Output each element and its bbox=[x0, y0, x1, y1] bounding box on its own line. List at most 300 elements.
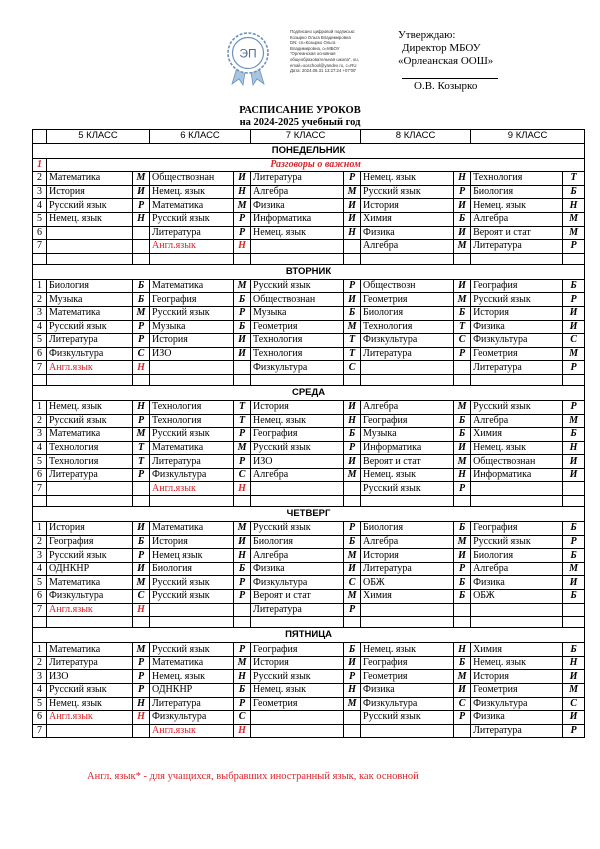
subject-cell: Химия bbox=[471, 428, 563, 442]
empty-cell bbox=[471, 374, 563, 385]
empty-cell bbox=[454, 617, 471, 628]
empty-cell bbox=[563, 374, 585, 385]
table-row bbox=[33, 185, 585, 199]
empty-cell bbox=[150, 496, 234, 507]
teacher-code-cell: Н bbox=[234, 724, 251, 738]
subject-cell: Химия bbox=[361, 212, 454, 226]
subject-cell: Литература bbox=[361, 562, 454, 576]
teacher-code-cell: Б bbox=[234, 562, 251, 576]
subject-cell: Физкультура bbox=[47, 590, 133, 604]
teacher-code-cell: И bbox=[234, 347, 251, 361]
empty-cell bbox=[563, 617, 585, 628]
empty-cell bbox=[133, 374, 150, 385]
table-row bbox=[33, 590, 585, 604]
teacher-code-cell: Р bbox=[234, 697, 251, 711]
lesson-number: 2 bbox=[33, 414, 47, 428]
teacher-code-cell: Б bbox=[563, 522, 585, 536]
teacher-code-cell: М bbox=[454, 400, 471, 414]
teacher-code-cell: М bbox=[454, 293, 471, 307]
lesson-number: 7 bbox=[33, 724, 47, 738]
teacher-code-cell: И bbox=[563, 670, 585, 684]
table-row bbox=[33, 226, 585, 240]
lesson-number: 7 bbox=[33, 482, 47, 496]
subject-cell: Англ.язык bbox=[150, 482, 234, 496]
table-row bbox=[33, 549, 585, 563]
subject-cell: Алгебра bbox=[361, 240, 454, 254]
subject-cell: География bbox=[251, 428, 344, 442]
teacher-code-cell: И bbox=[344, 656, 361, 670]
empty-cell bbox=[361, 253, 454, 264]
subject-cell: Музыка bbox=[47, 293, 133, 307]
table-row bbox=[33, 172, 585, 186]
teacher-code-cell: С bbox=[454, 697, 471, 711]
lesson-number: 6 bbox=[33, 468, 47, 482]
teacher-code-cell bbox=[563, 603, 585, 617]
subject-cell: Русский язык bbox=[251, 670, 344, 684]
empty-cell bbox=[234, 617, 251, 628]
subject-cell: Музыка bbox=[150, 320, 234, 334]
table-row bbox=[33, 576, 585, 590]
empty-cell bbox=[150, 617, 234, 628]
digital-signature bbox=[290, 29, 402, 74]
teacher-code-cell: М bbox=[454, 240, 471, 254]
teacher-code-cell bbox=[344, 240, 361, 254]
subject-cell: Немец. язык bbox=[471, 199, 563, 213]
empty-cell bbox=[344, 496, 361, 507]
subject-cell: Русский язык bbox=[471, 293, 563, 307]
subject-cell: География bbox=[361, 656, 454, 670]
subject-cell: Биология bbox=[471, 549, 563, 563]
subject-cell bbox=[251, 240, 344, 254]
subject-cell bbox=[251, 482, 344, 496]
banner-text: Разговоры о важном bbox=[47, 158, 585, 172]
teacher-code-cell: Р bbox=[454, 711, 471, 725]
lesson-number: 3 bbox=[33, 670, 47, 684]
subject-cell: Литература bbox=[471, 361, 563, 375]
subject-cell: География bbox=[471, 279, 563, 293]
subject-cell: Математика bbox=[150, 441, 234, 455]
teacher-code-cell: И bbox=[344, 400, 361, 414]
lesson-number: 6 bbox=[33, 590, 47, 604]
table-row bbox=[33, 158, 585, 172]
teacher-code-cell: Н bbox=[454, 468, 471, 482]
subject-cell: Русский язык bbox=[150, 212, 234, 226]
empty-cell bbox=[361, 374, 454, 385]
subject-cell: ОДНКНР bbox=[150, 684, 234, 698]
subject-cell bbox=[47, 226, 133, 240]
teacher-code-cell: Р bbox=[344, 172, 361, 186]
teacher-code-cell: И bbox=[563, 711, 585, 725]
teacher-code-cell: Т bbox=[344, 347, 361, 361]
subject-cell: Математика bbox=[47, 428, 133, 442]
lesson-number: 4 bbox=[33, 441, 47, 455]
subject-cell: Математика bbox=[150, 656, 234, 670]
subject-cell: Немец. язык bbox=[361, 468, 454, 482]
subject-cell bbox=[47, 724, 133, 738]
teacher-code-cell: М bbox=[133, 428, 150, 442]
subject-cell: ИЗО bbox=[251, 455, 344, 469]
teacher-code-cell bbox=[454, 724, 471, 738]
lesson-number: 1 bbox=[33, 522, 47, 536]
teacher-code-cell: Б bbox=[344, 428, 361, 442]
signature-line: DN: cn=Козырко Ольга bbox=[290, 40, 336, 46]
subject-cell: Физкультура bbox=[471, 334, 563, 348]
teacher-code-cell: Р bbox=[344, 603, 361, 617]
teacher-code-cell: Н bbox=[133, 697, 150, 711]
teacher-code-cell bbox=[234, 603, 251, 617]
table-row bbox=[33, 482, 585, 496]
subject-cell: Русский язык bbox=[150, 590, 234, 604]
teacher-code-cell: М bbox=[133, 576, 150, 590]
table-row bbox=[33, 697, 585, 711]
teacher-code-cell: М bbox=[133, 643, 150, 657]
teacher-code-cell: Н bbox=[344, 414, 361, 428]
subject-cell: Физкультура bbox=[47, 347, 133, 361]
lesson-number: 4 bbox=[33, 684, 47, 698]
subject-cell bbox=[150, 603, 234, 617]
signature-line: общеобразовательная школа", ou, bbox=[290, 56, 359, 62]
teacher-code-cell: Б bbox=[454, 576, 471, 590]
lesson-number: 1 bbox=[33, 400, 47, 414]
rosette-stamp-icon bbox=[222, 30, 274, 86]
lesson-number: 5 bbox=[33, 212, 47, 226]
teacher-code-cell: Н bbox=[234, 240, 251, 254]
teacher-code-cell: И bbox=[344, 455, 361, 469]
subject-cell: Немец. язык bbox=[251, 414, 344, 428]
empty-cell bbox=[251, 496, 344, 507]
subject-cell: Технология bbox=[150, 400, 234, 414]
teacher-code-cell: Р bbox=[454, 562, 471, 576]
teacher-code-cell: Н bbox=[454, 643, 471, 657]
teacher-code-cell: Р bbox=[133, 414, 150, 428]
subject-cell: Технология bbox=[47, 441, 133, 455]
lesson-number: 6 bbox=[33, 711, 47, 725]
subject-cell: Русский язык bbox=[251, 441, 344, 455]
teacher-code-cell: Р bbox=[234, 428, 251, 442]
subject-cell: История bbox=[471, 306, 563, 320]
teacher-code-cell: М bbox=[563, 562, 585, 576]
subject-cell: Физика bbox=[471, 711, 563, 725]
subject-cell: Вероят и стат bbox=[471, 226, 563, 240]
table-row bbox=[33, 455, 585, 469]
subject-cell: Русский язык bbox=[47, 414, 133, 428]
lesson-number: 3 bbox=[33, 549, 47, 563]
teacher-code-cell: Н bbox=[563, 656, 585, 670]
empty-cell bbox=[234, 374, 251, 385]
subject-cell: Литература bbox=[251, 603, 344, 617]
subject-cell: Русский язык bbox=[150, 306, 234, 320]
day-name: СРЕДА bbox=[33, 385, 585, 400]
lesson-number: 5 bbox=[33, 455, 47, 469]
subject-cell: Алгебра bbox=[361, 400, 454, 414]
lesson-number: 1 bbox=[33, 279, 47, 293]
teacher-code-cell: И bbox=[454, 226, 471, 240]
subject-cell: Алгебра bbox=[251, 468, 344, 482]
day-name: ПОНЕДЕЛЬНИК bbox=[33, 143, 585, 158]
teacher-code-cell: С bbox=[563, 697, 585, 711]
teacher-code-cell bbox=[234, 361, 251, 375]
teacher-code-cell: М bbox=[344, 549, 361, 563]
teacher-code-cell: М bbox=[234, 279, 251, 293]
teacher-code-cell: Б bbox=[563, 590, 585, 604]
teacher-code-cell: М bbox=[344, 590, 361, 604]
subject-cell bbox=[150, 361, 234, 375]
subject-cell: Русский язык bbox=[471, 535, 563, 549]
teacher-code-cell: И bbox=[563, 468, 585, 482]
subject-cell: Химия bbox=[361, 590, 454, 604]
subject-cell: ОБЖ bbox=[361, 576, 454, 590]
signature-line: "Орлеанская основная bbox=[290, 51, 336, 57]
empty-cell bbox=[133, 496, 150, 507]
subject-cell: ИЗО bbox=[47, 670, 133, 684]
subject-cell: Англ.язык bbox=[47, 603, 133, 617]
lesson-number: 3 bbox=[33, 185, 47, 199]
table-row bbox=[33, 306, 585, 320]
teacher-code-cell: Б bbox=[563, 643, 585, 657]
subject-cell: Биология bbox=[471, 185, 563, 199]
lesson-number: 5 bbox=[33, 576, 47, 590]
subject-cell: Геометрия bbox=[471, 684, 563, 698]
subject-cell: Геометрия bbox=[471, 347, 563, 361]
subject-cell bbox=[361, 361, 454, 375]
subject-cell: Биология bbox=[361, 306, 454, 320]
day-header-row bbox=[33, 628, 585, 643]
teacher-code-cell: Р bbox=[234, 212, 251, 226]
subject-cell: Русский язык bbox=[47, 549, 133, 563]
empty-cell bbox=[33, 374, 47, 385]
teacher-code-cell: М bbox=[133, 306, 150, 320]
teacher-code-cell: С bbox=[234, 468, 251, 482]
subject-cell: Физкультура bbox=[361, 334, 454, 348]
subject-cell: Информатика bbox=[361, 441, 454, 455]
subject-cell: История bbox=[150, 334, 234, 348]
teacher-code-cell: М bbox=[344, 697, 361, 711]
teacher-code-cell: Б bbox=[454, 414, 471, 428]
empty-cell bbox=[454, 496, 471, 507]
table-row bbox=[33, 320, 585, 334]
day-name: ВТОРНИК bbox=[33, 264, 585, 279]
teacher-code-cell: М bbox=[344, 320, 361, 334]
teacher-code-cell: Р bbox=[133, 670, 150, 684]
subject-cell: Англ.язык bbox=[47, 361, 133, 375]
subject-cell: Русский язык bbox=[150, 643, 234, 657]
teacher-code-cell: И bbox=[234, 535, 251, 549]
teacher-code-cell: Р bbox=[133, 334, 150, 348]
subject-cell: Технология bbox=[150, 414, 234, 428]
teacher-code-cell: Н bbox=[234, 670, 251, 684]
subject-cell: Алгебра bbox=[251, 185, 344, 199]
teacher-code-cell bbox=[344, 724, 361, 738]
empty-cell bbox=[361, 496, 454, 507]
subject-cell: История bbox=[251, 400, 344, 414]
empty-cell bbox=[471, 253, 563, 264]
subject-cell: Немец. язык bbox=[150, 670, 234, 684]
signature-line: Подписано цифровой подписью: bbox=[290, 29, 356, 34]
teacher-code-cell: Р bbox=[234, 306, 251, 320]
teacher-code-cell: М bbox=[344, 468, 361, 482]
subject-cell: Математика bbox=[47, 306, 133, 320]
teacher-code-cell bbox=[133, 724, 150, 738]
teacher-code-cell: Р bbox=[133, 199, 150, 213]
teacher-code-cell: Н bbox=[344, 226, 361, 240]
teacher-code-cell: С bbox=[344, 361, 361, 375]
subject-cell: Физика bbox=[251, 562, 344, 576]
teacher-code-cell: С bbox=[133, 590, 150, 604]
spacer-row bbox=[33, 617, 585, 628]
subject-cell: Технология bbox=[251, 347, 344, 361]
subject-cell: Геометрия bbox=[361, 293, 454, 307]
table-row bbox=[33, 293, 585, 307]
teacher-code-cell: И bbox=[344, 293, 361, 307]
teacher-code-cell bbox=[344, 482, 361, 496]
subject-cell: Обществознан bbox=[251, 293, 344, 307]
teacher-code-cell: С bbox=[133, 347, 150, 361]
lesson-number: 5 bbox=[33, 334, 47, 348]
empty-cell bbox=[344, 617, 361, 628]
subject-cell: Русский язык bbox=[361, 711, 454, 725]
table-row bbox=[33, 724, 585, 738]
teacher-code-cell: Н bbox=[133, 711, 150, 725]
teacher-code-cell: Б bbox=[563, 549, 585, 563]
signature-line: email=ooschool@yandex.ru, c=RU bbox=[290, 62, 357, 68]
teacher-code-cell: И bbox=[133, 185, 150, 199]
subject-cell bbox=[361, 603, 454, 617]
lesson-number: 2 bbox=[33, 293, 47, 307]
class-header: 5 КЛАСС bbox=[47, 130, 150, 144]
teacher-code-cell: М bbox=[563, 684, 585, 698]
empty-cell bbox=[47, 496, 133, 507]
teacher-code-cell: Н bbox=[234, 549, 251, 563]
teacher-code-cell: М bbox=[234, 522, 251, 536]
teacher-code-cell: М bbox=[234, 199, 251, 213]
subject-cell: Литература bbox=[47, 334, 133, 348]
subject-cell: Русский язык bbox=[361, 482, 454, 496]
teacher-code-cell: Т bbox=[133, 455, 150, 469]
teacher-code-cell bbox=[563, 482, 585, 496]
subject-cell: Немец. язык bbox=[150, 185, 234, 199]
subject-cell: Литература bbox=[361, 347, 454, 361]
teacher-code-cell: Н bbox=[563, 199, 585, 213]
subject-cell: Немец. язык bbox=[361, 643, 454, 657]
subject-cell bbox=[361, 724, 454, 738]
subject-cell: История bbox=[47, 522, 133, 536]
spacer-row bbox=[33, 496, 585, 507]
empty-cell bbox=[150, 253, 234, 264]
subject-cell: Немец. язык bbox=[251, 684, 344, 698]
teacher-code-cell: Б bbox=[454, 428, 471, 442]
teacher-code-cell bbox=[454, 361, 471, 375]
teacher-code-cell: Р bbox=[563, 724, 585, 738]
subject-cell: Математика bbox=[150, 522, 234, 536]
teacher-code-cell: Б bbox=[344, 643, 361, 657]
teacher-code-cell: М bbox=[454, 670, 471, 684]
subject-cell: Алгебра bbox=[361, 535, 454, 549]
lesson-number: 1 bbox=[33, 643, 47, 657]
subject-cell: Биология bbox=[47, 279, 133, 293]
approver-name: О.В. Козырко bbox=[414, 80, 478, 92]
class-header: 9 КЛАСС bbox=[471, 130, 585, 144]
subject-cell: История bbox=[471, 670, 563, 684]
teacher-code-cell: С bbox=[454, 334, 471, 348]
table-row bbox=[33, 468, 585, 482]
subject-cell: Алгебра bbox=[471, 212, 563, 226]
teacher-code-cell: Т bbox=[454, 320, 471, 334]
teacher-code-cell: Б bbox=[133, 293, 150, 307]
teacher-code-cell: Б bbox=[563, 185, 585, 199]
subject-cell: Англ.язык bbox=[150, 724, 234, 738]
teacher-code-cell: Б bbox=[234, 684, 251, 698]
teacher-code-cell: Б bbox=[563, 279, 585, 293]
teacher-code-cell: И bbox=[563, 455, 585, 469]
day-header-row bbox=[33, 143, 585, 158]
subject-cell: Русский язык bbox=[251, 279, 344, 293]
lesson-number: 2 bbox=[33, 172, 47, 186]
spacer-row bbox=[33, 253, 585, 264]
teacher-code-cell: Б bbox=[563, 428, 585, 442]
empty-cell bbox=[47, 253, 133, 264]
subject-cell: Вероят и стат bbox=[251, 590, 344, 604]
subject-cell: ОБЖ bbox=[471, 590, 563, 604]
teacher-code-cell: Р bbox=[563, 535, 585, 549]
table-row bbox=[33, 361, 585, 375]
teacher-code-cell bbox=[133, 240, 150, 254]
teacher-code-cell: Р bbox=[234, 455, 251, 469]
teacher-code-cell: Р bbox=[234, 643, 251, 657]
teacher-code-cell: Б bbox=[454, 590, 471, 604]
teacher-code-cell: Т bbox=[563, 172, 585, 186]
approval-line: «Орлеанская ООШ» bbox=[398, 55, 494, 67]
teacher-code-cell: Б bbox=[344, 535, 361, 549]
subject-cell: Музыка bbox=[251, 306, 344, 320]
subject-cell: Биология bbox=[150, 562, 234, 576]
teacher-code-cell: Р bbox=[563, 400, 585, 414]
subject-cell bbox=[251, 724, 344, 738]
page-title: РАСПИСАНИЕ УРОКОВ bbox=[239, 105, 361, 116]
subject-cell: История bbox=[47, 185, 133, 199]
teacher-code-cell: Б bbox=[454, 306, 471, 320]
teacher-code-cell: Р bbox=[234, 576, 251, 590]
teacher-code-cell bbox=[133, 482, 150, 496]
teacher-code-cell: Б bbox=[133, 279, 150, 293]
empty-cell bbox=[133, 617, 150, 628]
teacher-code-cell: Н bbox=[133, 400, 150, 414]
teacher-code-cell: И bbox=[234, 334, 251, 348]
subject-cell: Математика bbox=[47, 643, 133, 657]
empty-cell bbox=[563, 496, 585, 507]
signature-line: Владимировна, o=МБОУ bbox=[290, 45, 340, 51]
teacher-code-cell bbox=[133, 226, 150, 240]
subject-cell: История bbox=[361, 199, 454, 213]
subject-cell bbox=[471, 482, 563, 496]
table-row bbox=[33, 334, 585, 348]
teacher-code-cell: Т bbox=[133, 441, 150, 455]
lesson-number: 6 bbox=[33, 347, 47, 361]
subject-cell: Химия bbox=[471, 643, 563, 657]
teacher-code-cell: Т bbox=[234, 400, 251, 414]
empty-cell bbox=[251, 617, 344, 628]
teacher-code-cell: Р bbox=[234, 590, 251, 604]
lesson-number: 7 bbox=[33, 603, 47, 617]
subject-cell: Биология bbox=[361, 522, 454, 536]
header-corner bbox=[33, 130, 47, 144]
lesson-number: 2 bbox=[33, 656, 47, 670]
day-name: ПЯТНИЦА bbox=[33, 628, 585, 643]
teacher-code-cell: Н bbox=[234, 482, 251, 496]
subject-cell: Немец. язык bbox=[251, 226, 344, 240]
teacher-code-cell: Р bbox=[133, 320, 150, 334]
subject-cell: Русский язык bbox=[150, 428, 234, 442]
approval-line: Утверждаю: bbox=[398, 29, 456, 41]
